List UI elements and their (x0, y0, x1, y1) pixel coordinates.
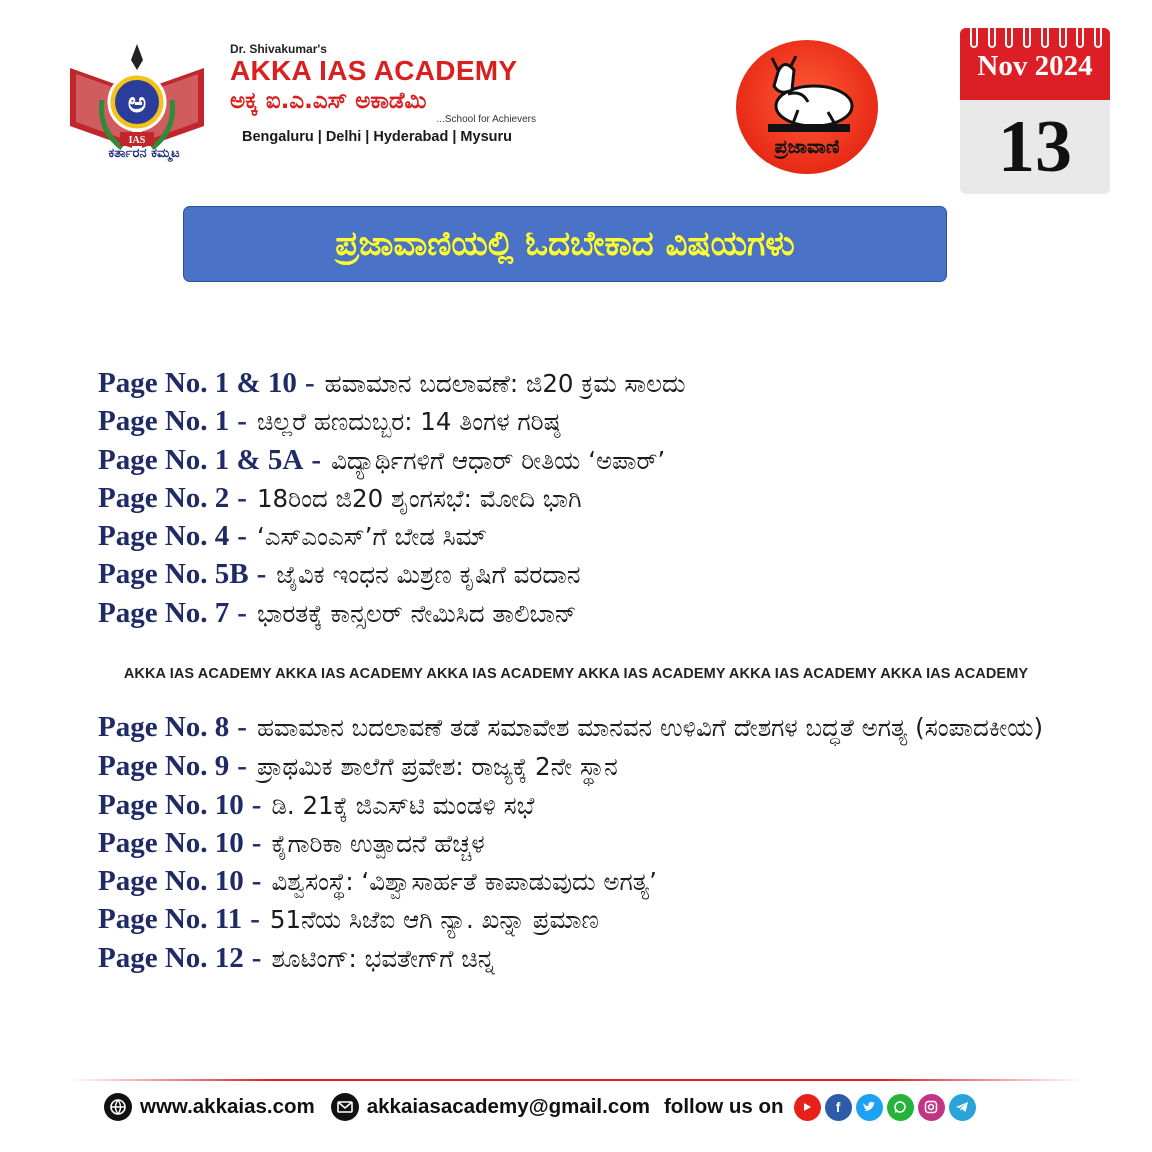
calendar-ring (1041, 28, 1049, 48)
article-topic: ಕೈಗಾರಿಕಾ ಉತ್ಪಾದನೆ ಹೆಚ್ಚಳ (271, 828, 485, 858)
calendar-ring (1059, 28, 1067, 48)
page-number: Page No. 8 - (98, 711, 247, 743)
website-link[interactable]: www.akkaias.com (140, 1095, 315, 1118)
academy-brand (230, 42, 560, 145)
calendar-ring (1005, 28, 1013, 48)
list-item (98, 900, 1078, 938)
articles-list-2 (98, 708, 1078, 977)
svg-text:ಅ: ಅ (127, 86, 147, 119)
page-number: Page No. 4 - (98, 520, 247, 553)
calendar-ring (970, 28, 978, 48)
list-item (98, 594, 686, 632)
social-icons (790, 1094, 976, 1121)
telegram-icon[interactable] (949, 1094, 976, 1121)
page-number: Page No. 10 - (98, 788, 262, 821)
list-item (98, 862, 1078, 900)
nandi-bull-icon (758, 50, 858, 136)
page-number: Page No. 5B - (98, 558, 267, 591)
article-topic: ಹವಾಮಾನ ಬದಲಾವಣೆ: ಜಿ20 ಕ್ರಮ ಸಾಲದು (324, 369, 686, 398)
article-topic: ಶೂಟಿಂಗ್: ಭವತೇಗ್‌ಗೆ ಚಿನ್ನ (271, 943, 495, 973)
list-item (98, 479, 686, 517)
newspaper-name: ಪ್ರಜಾವಾಣಿ (774, 136, 840, 158)
logo-tagline: ಕರ್ತಾರನ ಕಮ್ಮಟ (108, 146, 180, 161)
academy-motto: ...School for Achievers (436, 114, 536, 125)
article-topic: ವಿದ್ಯಾರ್ಥಿಗಳಿಗೆ ಆಧಾರ್ ರೀತಿಯ ‘ಅಪಾರ್’ (331, 445, 666, 475)
article-topic: ಭಾರತಕ್ಕೆ ಕಾನ್ಸಲರ್ ನೇಮಿಸಿದ ತಾಲಿಬಾನ್ (256, 598, 577, 628)
list-item (98, 364, 686, 402)
page-number: Page No. 1 & 10 - (98, 367, 315, 399)
page-number: Page No. 11 - (98, 903, 260, 936)
calendar-month: Nov 2024 (977, 50, 1093, 82)
list-item (98, 555, 686, 593)
list-item (98, 747, 1078, 785)
globe-icon (104, 1093, 132, 1121)
calendar-day: 13 (998, 106, 1072, 188)
article-topic: ಹವಾಮಾನ ಬದಲಾವಣೆ ತಡೆ ಸಮಾವೇಶ ಮಾನವನ ಉಳಿವಿಗೆ ದೇಶಗಳ ಬದ್ಧತೆ ಅಗತ್ಯ (ಸಂಪಾದಕೀಯ) (256, 713, 1044, 742)
page-number: Page No. 10 - (98, 826, 262, 859)
academy-name: AKKA IAS ACADEMY (230, 55, 518, 86)
facebook-icon[interactable]: f (825, 1094, 852, 1121)
instagram-icon[interactable] (918, 1094, 945, 1121)
banner-title: ಪ್ರಜಾವಾಣಿಯಲ್ಲಿ ಓದಬೇಕಾದ ವಿಷಯಗಳು (335, 224, 795, 264)
page-number: Page No. 1 & 5A - (98, 443, 322, 476)
calendar-ring (1094, 28, 1102, 48)
follow-us-label: follow us on (663, 1095, 784, 1118)
title-banner (183, 206, 947, 282)
article-topic: ಚಿಲ್ಲರೆ ಹಣದುಬ್ಬರ: 14 ತಿಂಗಳ ಗರಿಷ್ಠ (256, 407, 561, 437)
page-number: Page No. 10 - (98, 865, 262, 898)
article-topic: 18ರಿಂದ ಜಿ20 ಶೃಂಗಸಭೆ: ಮೋದಿ ಭಾಗಿ (256, 483, 582, 513)
whatsapp-icon[interactable] (887, 1094, 914, 1121)
article-topic: ವಿಶ್ವಸಂಸ್ಥೆ: ‘ವಿಶ್ವಾಸಾರ್ಹತೆ ಕಾಪಾಡುವುದು ಅಗತ್ಯ’ (271, 867, 657, 897)
calendar-ring (1023, 28, 1031, 48)
list-item (98, 939, 1078, 977)
page-number: Page No. 12 - (98, 941, 262, 974)
page-number: Page No. 9 - (98, 750, 247, 783)
footer-contact-bar (104, 1090, 976, 1124)
calendar-ring (988, 28, 996, 48)
list-item (98, 824, 1078, 862)
youtube-icon[interactable] (794, 1094, 821, 1121)
prajavani-logo (736, 40, 878, 174)
emblem-ribbon-text: IAS (128, 135, 146, 146)
article-topic: 51ನೆಯ ಸಿಜೆಐ ಆಗಿ ನ್ಯಾ. ಖನ್ನಾ ಪ್ರಮಾಣ (269, 905, 599, 935)
calendar-ring (1076, 28, 1084, 48)
article-topic: ಡಿ. 21ಕ್ಕೆ ಜಿಎಸ್‌ಟಿ ಮಂಡಳಿ ಸಭೆ (271, 790, 535, 820)
calendar-rings (970, 28, 1102, 48)
list-item (98, 708, 1078, 747)
twitter-icon[interactable] (856, 1094, 883, 1121)
list-item (98, 786, 1078, 824)
article-topic: ಜೈವಿಕ ಇಂಧನ ಮಿಶ್ರಣ ಕೃಷಿಗೆ ವರದಾನ (276, 560, 581, 590)
academy-name-kannada: ಅಕ್ಕ ಐ.ಎ.ಎಸ್ ಅಕಾಡೆಮಿ (230, 88, 427, 114)
page-number: Page No. 7 - (98, 596, 247, 629)
list-item (98, 517, 686, 555)
list-item (98, 441, 686, 479)
list-item (98, 402, 686, 440)
page-number: Page No. 2 - (98, 481, 247, 514)
article-topic: ‘ಎಸ್‌ಎಂಎಸ್’ಗೆ ಬೇಡ ಸಿಮ್ (256, 522, 487, 552)
article-topic: ಪ್ರಾಥಮಿಕ ಶಾಲೆಗೆ ಪ್ರವೇಶ: ರಾಜ್ಯಕ್ಕೆ 2ನೇ ಸ್ಥಾನ (256, 752, 618, 782)
date-calendar (960, 28, 1110, 194)
academy-cities: Bengaluru | Delhi | Hyderabad | Mysuru (242, 129, 512, 145)
academy-watermark-strip: AKKA IAS ACADEMY AKKA IAS ACADEMY AKKA IAS ACADEMY AKKA IAS ACADEMY AKKA IAS ACADEMY AKKA IAS ACADEMY (123, 666, 1029, 682)
page-number: Page No. 1 - (98, 405, 247, 438)
articles-list-1 (98, 364, 686, 632)
footer-divider (68, 1079, 1084, 1081)
email-link[interactable]: akkaiasacademy@gmail.com (366, 1095, 650, 1118)
academy-byline: Dr. Shivakumar's (230, 42, 327, 56)
mail-icon (331, 1093, 359, 1121)
